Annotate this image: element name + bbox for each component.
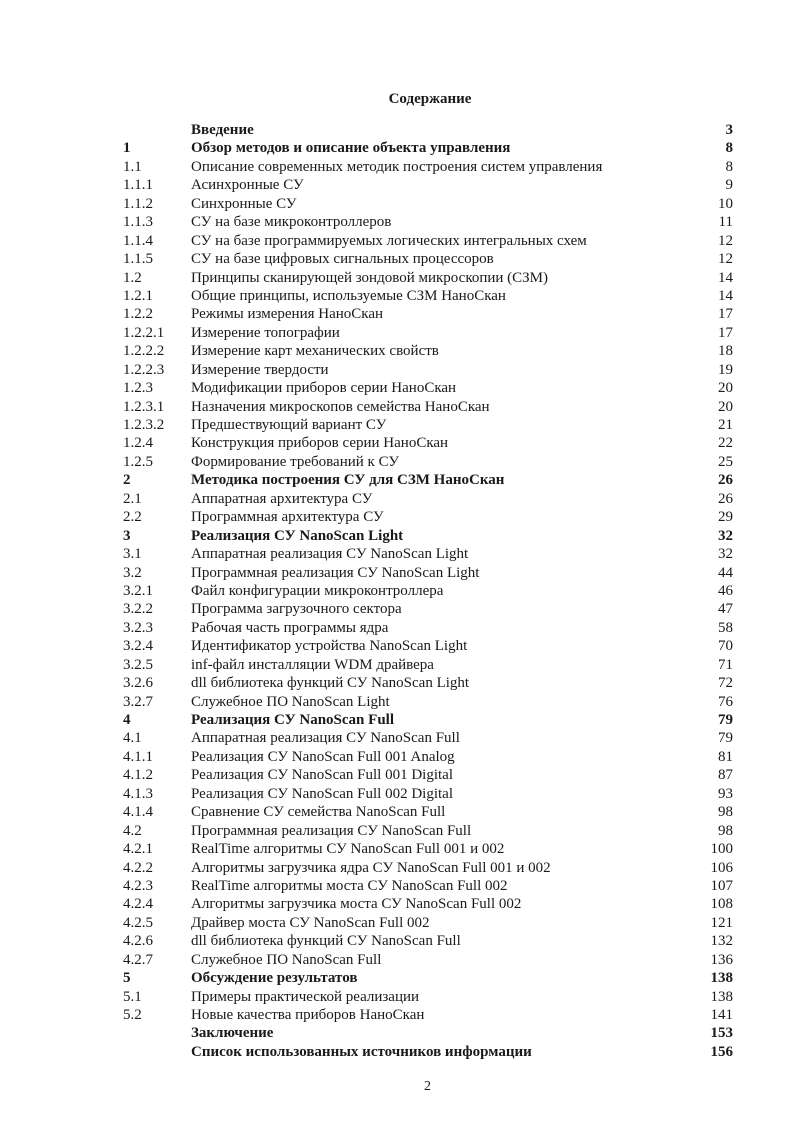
toc-entry bbox=[0, 490, 793, 508]
toc-entry-page: 32 bbox=[718, 527, 733, 544]
toc-entry-title: Принципы сканирующей зондовой микроскопии (СЗМ) bbox=[191, 269, 549, 286]
toc-entry-number: 3.1 bbox=[123, 546, 142, 563]
toc-entry bbox=[0, 508, 793, 526]
toc-entry-title: Служебное ПО NanoScan Full bbox=[191, 951, 382, 968]
toc-entry-number: 2 bbox=[123, 472, 131, 489]
toc-entry bbox=[0, 656, 793, 674]
toc-entry-page: 98 bbox=[718, 822, 733, 839]
toc-entry-number: 1.2.3 bbox=[123, 380, 153, 397]
toc-entry bbox=[0, 453, 793, 471]
toc-entry-title: RealTime алгоритмы СУ NanoScan Full 001 и 002 bbox=[191, 841, 505, 858]
toc-entry-number: 1.2.1 bbox=[123, 287, 153, 304]
toc-entry-title: Измерение карт механических свойств bbox=[191, 343, 439, 360]
toc-entry-title: Заключение bbox=[191, 1025, 274, 1042]
toc-entry-title: dll библиотека функций СУ NanoScan Light bbox=[191, 675, 470, 692]
toc-entry bbox=[0, 637, 793, 655]
toc-entry-title: Программная архитектура СУ bbox=[191, 509, 384, 526]
toc-entry-number: 1.1.4 bbox=[123, 232, 153, 249]
toc-entry-page: 93 bbox=[718, 785, 733, 802]
toc-entry-page: 26 bbox=[718, 490, 733, 507]
page-title: Содержание bbox=[388, 91, 472, 107]
toc-entry-page: 79 bbox=[718, 712, 733, 728]
toc-entry-title: Служебное ПО NanoScan Light bbox=[191, 693, 390, 710]
toc-entry-number: 4.2.5 bbox=[123, 914, 153, 931]
toc-entry-title: Программная реализация СУ NanoScan Full bbox=[191, 822, 472, 839]
toc-entry bbox=[0, 748, 793, 766]
toc-entry-page: 8 bbox=[725, 140, 733, 157]
toc-entry-number: 1.2.2.3 bbox=[123, 361, 165, 378]
toc-entry-title: Аппаратная реализация СУ NanoScan Full bbox=[191, 730, 460, 747]
toc-entry bbox=[0, 416, 793, 434]
toc-entry bbox=[0, 158, 793, 176]
toc-entry-number: 3.2.2 bbox=[123, 601, 153, 618]
toc-entry bbox=[0, 988, 793, 1006]
toc-entry bbox=[0, 342, 793, 360]
toc-entry bbox=[0, 250, 793, 268]
toc-entry-number: 4.1.1 bbox=[123, 748, 153, 765]
toc-entry-number: 1.2.5 bbox=[123, 453, 153, 470]
toc-entry-number: 3.2.4 bbox=[123, 638, 153, 655]
toc-entry-number: 2.1 bbox=[123, 490, 142, 507]
toc-entry-title: Обсуждение результатов bbox=[191, 970, 358, 987]
toc-entry-title: СУ на базе микроконтроллеров bbox=[191, 214, 392, 231]
toc-entry-number: 4.1 bbox=[123, 730, 142, 747]
toc-entry-page: 18 bbox=[718, 343, 733, 360]
toc-entry-title: Новые качества приборов НаноСкан bbox=[191, 1007, 425, 1023]
toc-entry-title: inf-файл инсталляции WDM драйвера bbox=[191, 656, 434, 673]
toc-entry-number: 4.1.4 bbox=[123, 804, 153, 821]
toc-entry-number: 1.2.3.1 bbox=[123, 398, 165, 415]
toc-entry-title: Файл конфигурации микроконтроллера bbox=[191, 582, 444, 599]
toc-entry bbox=[0, 176, 793, 194]
toc-entry-page: 17 bbox=[718, 324, 733, 341]
toc-entry-number: 4.2 bbox=[123, 822, 142, 839]
toc-entry-title: Конструкция приборов серии НаноСкан bbox=[191, 435, 449, 452]
toc-entry-number: 1.1.1 bbox=[123, 177, 153, 194]
toc-entry-title: Измерение твердости bbox=[191, 361, 329, 378]
toc-entry bbox=[0, 434, 793, 452]
toc-entry bbox=[0, 121, 793, 139]
toc-entry-title: Реализация СУ NanoScan Full 002 Digital bbox=[191, 785, 453, 802]
toc-entry-number: 4.2.1 bbox=[123, 841, 153, 858]
toc-entry-title: Алгоритмы загрузчика моста СУ NanoScan Full 002 bbox=[191, 896, 522, 913]
toc-entry-number: 4.2.3 bbox=[123, 877, 153, 894]
toc-entry bbox=[0, 711, 793, 729]
toc-entry-page: 21 bbox=[718, 417, 733, 433]
toc-entry-page: 20 bbox=[718, 398, 733, 415]
toc-entry-number: 2.2 bbox=[123, 509, 142, 526]
toc-entry bbox=[0, 969, 793, 987]
toc-entry-page: 132 bbox=[710, 933, 733, 950]
toc-entry-page: 138 bbox=[710, 970, 733, 987]
toc-entry-number: 3.2.7 bbox=[123, 693, 153, 710]
toc-entry-title: Методика построения СУ для СЗМ НаноСкан bbox=[191, 472, 505, 489]
toc-entry-title: dll библиотека функций СУ NanoScan Full bbox=[191, 933, 461, 950]
toc-entry bbox=[0, 803, 793, 821]
toc-entry-title: Описание современных методик построения систем управления bbox=[191, 158, 603, 175]
toc-entry-page: 87 bbox=[718, 767, 733, 784]
toc-entry bbox=[0, 379, 793, 397]
toc-entry bbox=[0, 324, 793, 342]
toc-entry-page: 138 bbox=[710, 988, 733, 1005]
table-of-contents bbox=[0, 121, 793, 1061]
toc-entry bbox=[0, 600, 793, 618]
toc-entry-title: Предшествующий вариант СУ bbox=[191, 417, 387, 433]
toc-entry-page: 81 bbox=[718, 748, 733, 765]
toc-entry-page: 76 bbox=[718, 693, 733, 710]
toc-entry-page: 153 bbox=[710, 1025, 733, 1042]
toc-entry-page: 141 bbox=[710, 1007, 733, 1023]
toc-entry-number: 1.1 bbox=[123, 158, 142, 175]
toc-entry bbox=[0, 859, 793, 877]
toc-entry bbox=[0, 766, 793, 784]
toc-entry-title: Сравнение СУ семейства NanoScan Full bbox=[191, 804, 446, 821]
toc-entry-page: 71 bbox=[718, 656, 733, 673]
toc-entry-page: 12 bbox=[718, 232, 733, 249]
toc-entry-number: 1 bbox=[123, 140, 131, 157]
toc-entry bbox=[0, 361, 793, 379]
toc-entry-page: 46 bbox=[718, 582, 733, 599]
toc-entry-title: Реализация СУ NanoScan Light bbox=[191, 527, 404, 544]
toc-entry bbox=[0, 840, 793, 858]
toc-entry bbox=[0, 195, 793, 213]
toc-entry bbox=[0, 139, 793, 157]
toc-entry-title: Общие принципы, используемые СЗМ НаноСкан bbox=[191, 287, 506, 304]
toc-entry bbox=[0, 398, 793, 416]
toc-entry-number: 1.2.2.1 bbox=[123, 324, 165, 341]
toc-entry-number: 3.2 bbox=[123, 564, 142, 581]
toc-entry-title: RealTime алгоритмы моста СУ NanoScan Full 002 bbox=[191, 877, 508, 894]
toc-entry-title: Измерение топографии bbox=[191, 324, 340, 341]
toc-entry-number: 3.2.5 bbox=[123, 656, 153, 673]
toc-entry bbox=[0, 232, 793, 250]
toc-entry-title: Реализация СУ NanoScan Full 001 Analog bbox=[191, 748, 455, 765]
toc-entry bbox=[0, 1006, 793, 1024]
toc-entry bbox=[0, 269, 793, 287]
toc-entry-page: 136 bbox=[710, 951, 733, 968]
toc-entry bbox=[0, 914, 793, 932]
toc-entry-number: 4 bbox=[123, 712, 131, 728]
toc-entry-number: 1.1.5 bbox=[123, 251, 153, 268]
toc-entry-page: 79 bbox=[718, 730, 733, 747]
toc-entry-title: Реализация СУ NanoScan Full bbox=[191, 712, 394, 728]
toc-entry-number: 3.2.1 bbox=[123, 582, 153, 599]
toc-entry-page: 14 bbox=[718, 287, 733, 304]
toc-entry-page: 10 bbox=[718, 195, 733, 212]
toc-entry-number: 5.1 bbox=[123, 988, 142, 1005]
toc-entry-number: 1.2 bbox=[123, 269, 142, 286]
toc-entry-page: 19 bbox=[718, 361, 733, 378]
toc-entry-title: Рабочая часть программы ядра bbox=[191, 619, 389, 636]
toc-entry-page: 106 bbox=[710, 859, 733, 876]
toc-entry-page: 100 bbox=[710, 841, 733, 858]
toc-entry bbox=[0, 527, 793, 545]
toc-entry-number: 4.1.3 bbox=[123, 785, 153, 802]
toc-entry-page: 11 bbox=[718, 214, 733, 231]
toc-entry-title: Идентификатор устройства NanoScan Light bbox=[191, 638, 468, 655]
toc-entry bbox=[0, 619, 793, 637]
toc-entry-title: Список использованных источников информации bbox=[191, 1043, 532, 1060]
toc-entry-title: Модификации приборов серии НаноСкан bbox=[191, 380, 457, 397]
toc-entry-page: 70 bbox=[718, 638, 733, 655]
toc-entry-number: 1.2.3.2 bbox=[123, 417, 165, 433]
toc-entry-title: Программная реализация СУ NanoScan Light bbox=[191, 564, 480, 581]
toc-entry-title: СУ на базе цифровых сигнальных процессоров bbox=[191, 251, 494, 268]
toc-entry-title: Обзор методов и описание объекта управления bbox=[191, 140, 511, 157]
toc-entry-page: 47 bbox=[718, 601, 733, 618]
toc-entry bbox=[0, 932, 793, 950]
toc-entry-title: Назначения микроскопов семейства НаноСкан bbox=[191, 398, 490, 415]
toc-entry-page: 58 bbox=[718, 619, 733, 636]
toc-entry bbox=[0, 471, 793, 489]
toc-entry-number: 1.1.2 bbox=[123, 195, 153, 212]
toc-entry-page: 26 bbox=[718, 472, 733, 489]
toc-entry-number: 1.2.2.2 bbox=[123, 343, 165, 360]
toc-entry-title: Формирование требований к СУ bbox=[191, 453, 400, 470]
toc-entry-title: Реализация СУ NanoScan Full 001 Digital bbox=[191, 767, 453, 784]
toc-entry bbox=[0, 951, 793, 969]
toc-entry-number: 1.1.3 bbox=[123, 214, 153, 231]
toc-entry-page: 22 bbox=[718, 435, 733, 452]
toc-entry-page: 14 bbox=[718, 269, 733, 286]
toc-entry-title: Аппаратная реализация СУ NanoScan Light bbox=[191, 546, 469, 563]
toc-entry-number: 1.2.2 bbox=[123, 306, 153, 323]
toc-entry bbox=[0, 1043, 793, 1061]
toc-entry-page: 32 bbox=[718, 546, 733, 563]
toc-entry bbox=[0, 822, 793, 840]
toc-entry-page: 29 bbox=[718, 509, 733, 526]
toc-entry-page: 9 bbox=[725, 177, 733, 194]
toc-entry-page: 44 bbox=[718, 564, 733, 581]
toc-entry-title: Драйвер моста СУ NanoScan Full 002 bbox=[191, 914, 430, 931]
toc-entry bbox=[0, 287, 793, 305]
toc-entry-number: 1.2.4 bbox=[123, 435, 153, 452]
toc-entry-page: 20 bbox=[718, 380, 733, 397]
toc-entry bbox=[0, 895, 793, 913]
toc-entry-number: 4.2.4 bbox=[123, 896, 153, 913]
toc-entry-title: Синхронные СУ bbox=[191, 195, 297, 212]
toc-entry-number: 5.2 bbox=[123, 1007, 142, 1023]
toc-entry bbox=[0, 545, 793, 563]
toc-entry bbox=[0, 729, 793, 747]
toc-entry-title: Асинхронные СУ bbox=[191, 177, 304, 194]
toc-entry bbox=[0, 305, 793, 323]
toc-entry-number: 5 bbox=[123, 970, 131, 987]
toc-entry bbox=[0, 1024, 793, 1042]
toc-entry bbox=[0, 213, 793, 231]
toc-entry bbox=[0, 564, 793, 582]
toc-entry-page: 3 bbox=[725, 122, 733, 138]
toc-entry-page: 121 bbox=[710, 914, 733, 931]
toc-entry-number: 3.2.6 bbox=[123, 675, 153, 692]
toc-entry bbox=[0, 693, 793, 711]
toc-entry-page: 12 bbox=[718, 251, 733, 268]
toc-entry-page: 107 bbox=[710, 877, 733, 894]
toc-entry-number: 3 bbox=[123, 527, 131, 544]
toc-entry-title: Аппаратная архитектура СУ bbox=[191, 490, 373, 507]
toc-entry-number: 4.2.6 bbox=[123, 933, 153, 950]
toc-entry bbox=[0, 785, 793, 803]
toc-entry-title: Примеры практической реализации bbox=[191, 988, 420, 1005]
toc-entry-page: 156 bbox=[710, 1043, 733, 1060]
toc-entry-number: 4.1.2 bbox=[123, 767, 153, 784]
toc-entry-title: Режимы измерения НаноСкан bbox=[191, 306, 384, 323]
toc-entry-number: 4.2.7 bbox=[123, 951, 153, 968]
toc-entry bbox=[0, 582, 793, 600]
toc-entry-title: СУ на базе программируемых логических интегральных схем bbox=[191, 232, 587, 249]
toc-entry-page: 25 bbox=[718, 453, 733, 470]
toc-entry-number: 3.2.3 bbox=[123, 619, 153, 636]
toc-entry-title: Введение bbox=[191, 122, 254, 138]
toc-entry-page: 108 bbox=[710, 896, 733, 913]
toc-entry-page: 17 bbox=[718, 306, 733, 323]
toc-entry-page: 72 bbox=[718, 675, 733, 692]
toc-entry bbox=[0, 674, 793, 692]
toc-entry-page: 98 bbox=[718, 804, 733, 821]
toc-entry bbox=[0, 877, 793, 895]
toc-entry-title: Алгоритмы загрузчика ядра СУ NanoScan Full 001 и 002 bbox=[191, 859, 551, 876]
page-number: 2 bbox=[424, 1079, 431, 1094]
toc-entry-page: 8 bbox=[725, 158, 733, 175]
toc-entry-number: 4.2.2 bbox=[123, 859, 153, 876]
toc-entry-title: Программа загрузочного сектора bbox=[191, 601, 402, 618]
